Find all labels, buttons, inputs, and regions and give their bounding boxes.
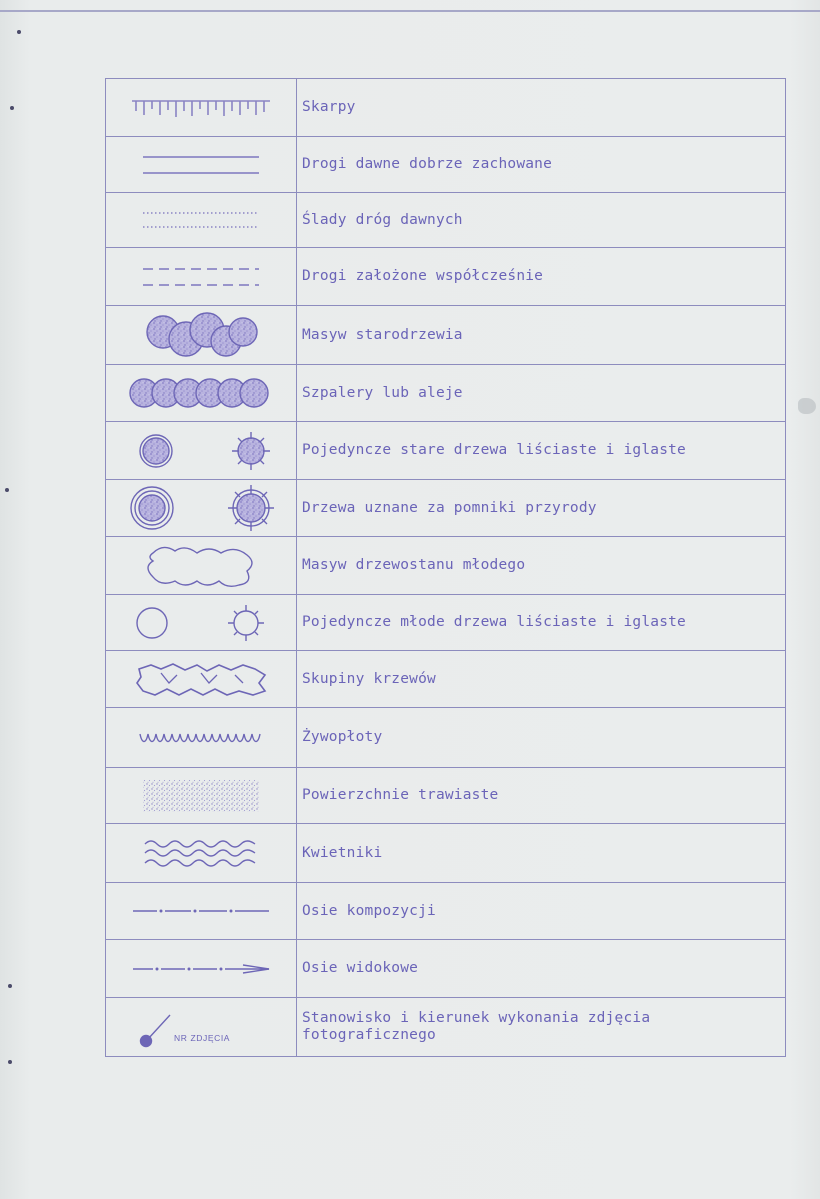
single-old-trees-symbol [126, 429, 276, 473]
legend-label: Drogi założone współcześnie [297, 248, 786, 306]
legend-label: Ślady dróg dawnych [297, 193, 786, 248]
single-young-trees-symbol [126, 601, 276, 645]
legend-label: Osie kompozycji [297, 883, 786, 940]
legend-label: Osie widokowe [297, 940, 786, 998]
punch-hole-mark [17, 30, 21, 34]
legend-row [106, 365, 786, 422]
old-tree-mass-symbol [141, 310, 261, 360]
grass-area-symbol [141, 778, 261, 814]
legend-label: Drogi dawne dobrze zachowane [297, 137, 786, 193]
view-axis-symbol [131, 963, 271, 975]
legend-row [106, 595, 786, 651]
legend-row [106, 79, 786, 137]
legend-row [106, 824, 786, 883]
composition-axis-symbol [131, 906, 271, 916]
double-dotted-line-symbol [141, 208, 261, 232]
double-solid-line-symbol [141, 150, 261, 180]
legend-label: Pojedyncze młode drzewa liściaste i iglaste [297, 595, 786, 651]
punch-hole-mark [5, 488, 9, 492]
legend-label: Stanowisko i kierunek wykonania zdjęcia fotograficznego [297, 998, 786, 1057]
legend-row [106, 306, 786, 365]
punch-hole-mark [8, 984, 12, 988]
photo-station-symbol [126, 1005, 276, 1049]
escarpment-symbol [126, 93, 276, 123]
legend-row [106, 883, 786, 940]
photo-number-caption: NR ZDJĘCIA [174, 1033, 231, 1043]
legend-row [106, 998, 786, 1057]
legend-row [106, 422, 786, 480]
legend-label: Masyw starodrzewia [297, 306, 786, 365]
hedge-symbol [136, 728, 266, 748]
legend-row [106, 480, 786, 537]
legend-label: Powierzchnie trawiaste [297, 768, 786, 824]
double-dashed-line-symbol [141, 264, 261, 290]
monument-trees-symbol [126, 483, 276, 533]
legend-row [106, 193, 786, 248]
legend-row [106, 248, 786, 306]
punch-hole-mark [8, 1060, 12, 1064]
tree-row-symbol [126, 376, 276, 410]
legend-row [106, 708, 786, 768]
punch-hole-mark [10, 106, 14, 110]
legend-row [106, 137, 786, 193]
legend-row [106, 768, 786, 824]
legend-label: Skupiny krzewów [297, 651, 786, 708]
legend-label: Szpalery lub aleje [297, 365, 786, 422]
legend-row [106, 537, 786, 595]
paper-stain [798, 398, 816, 414]
legend-label: Pojedyncze stare drzewa liściaste i iglaste [297, 422, 786, 480]
legend-label: Masyw drzewostanu młodego [297, 537, 786, 595]
flowerbed-symbol [141, 836, 261, 870]
legend-label: Drzewa uznane za pomniki przyrody [297, 480, 786, 537]
legend-row [106, 940, 786, 998]
legend-row [106, 651, 786, 708]
shrub-group-symbol [131, 659, 271, 699]
legend-table [105, 78, 786, 1057]
legend-label: Żywopłoty [297, 708, 786, 768]
young-stand-mass-symbol [141, 541, 261, 591]
legend-label: Skarpy [297, 79, 786, 137]
legend-label: Kwietniki [297, 824, 786, 883]
top-margin-line [0, 10, 820, 12]
